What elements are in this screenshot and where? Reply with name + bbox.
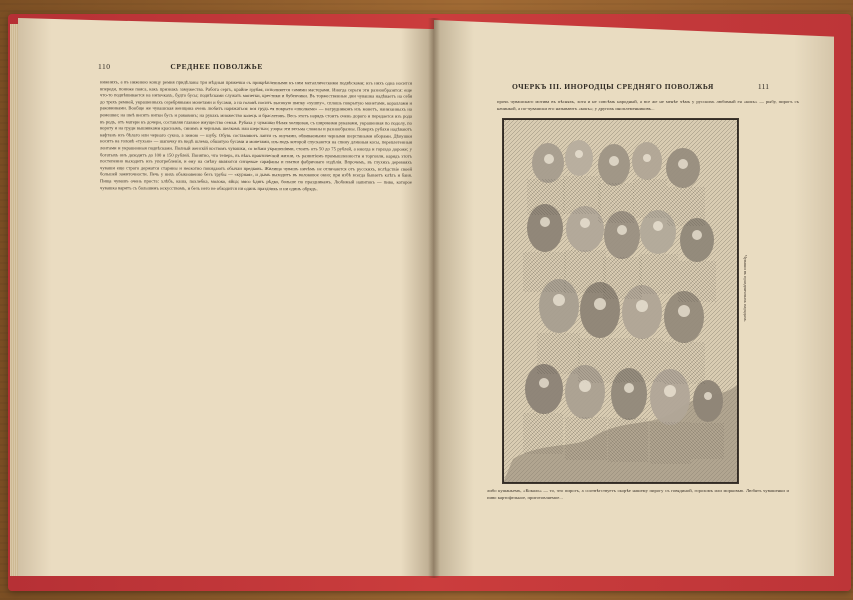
- engraving-image: [503, 119, 738, 483]
- left-running-head: СРЕДНЕЕ ПОВОЛЖЬЕ: [170, 62, 263, 71]
- illustration-caption: Чуваши въ праздничныхъ нарядахъ.: [743, 255, 748, 323]
- right-page-number: 111: [757, 82, 770, 91]
- right-page-header: [512, 82, 812, 91]
- left-page-number: 110: [98, 62, 111, 71]
- engraving-illustration: [502, 118, 739, 484]
- left-page-body-text: нижнихъ, а въ нижнюю концу ремня придѣланы три мѣдныя пряжечки съ прикрѣпленными къ ним металлическими подвѣсками; изъ нихъ одна носится впереди, пониже пояса, какъ признакъ замужества. Работа сергъ, крайне грубая, исполняется самими мастерами. Иногда серьги эти разнообразятся: еще что-то подвѣшивается на ниточкахъ, будто бусы; подвѣсками служатъ монетки, крестики и бубенчики. Въ торжественные дни чувашка надѣваетъ на себя до трехъ ремней, украшенныхъ серебряными монетами и бусами, а на головѣ носитъ высокую шапку «хушпу», сплошь покрытую монетами, кораллами и раковинками. Вообще же чувашская женщина очень любитъ наряжаться: вся грудь ея покрыта «шюлкеме» — нагрудникомъ изъ монетъ, нанизанныхъ на ремешки; на шеѣ висятъ нитки бусъ и раковинъ; на рукахъ множество колецъ и браслетовъ. Весь этотъ нарядъ стоитъ очень дорого и передается изъ рода въ родъ, отъ матери къ дочери, составляя главное имущество семьи. Рубаха у чувашки бѣлая холщовая, съ широкими рукавами, украшенная по подолу, по вороту и на груди вышивками краснымъ, синимъ и чернымъ шелкомъ или шерстью; узоры эти весьма сложны и разнообразны. Поверхъ рубахи надѣваютъ кафтанъ изъ бѣлаго или чернаго сукна, а зимою — шубу. Обувь составляютъ лапти съ онучами, обвиваемыми черными шерстяными оборами. Дѣвушки носятъ на головѣ «тухью» — шапочку въ видѣ шлема, обшитую бусами и монетами, изъ-подъ которой спускаются на спину длинныя косы, переплетенныя лентами и украшенныя подвѣсками. Полный женскій костюмъ чувашки, со всѣми украшеніями, стоитъ отъ 50 до 75 рублей, а иногда и гораздо дороже; у богатыхъ онъ доходитъ до 100 и 150 рублей. Понятно, что теперь, въ вѣкъ практической жизни, съ развитіемъ промышленности и торговли, нарядъ этотъ постепенно выходитъ изъ употребленія, и ему на смѣну являются ситцевые сарафаны и платки фабричнаго издѣлія. Впрочемъ, въ глухихъ деревняхъ чуваши еще строго держатся старины и неохотно покидаютъ обычаи предковъ. Жилища чувашъ ничѣмъ не отличаются отъ русскихъ, вслѣдствіе своей большей зажиточности. Печь у нихъ обыкновенно безъ трубы — «курная», и дымъ выходитъ въ волоковое окно; при избѣ всегда бываетъ клѣть и баня. Пища чувашъ очень проста: хлѣбъ, каша, похлебка, молоко, яйца; мясо ѣдятъ рѣдко, больше по праздникамъ. Любимый напитокъ — пиво, которое чувашка варитъ съ большимъ искусствомъ, и безъ него не обходится ни одинъ праздникъ и ни одинъ обрядъ.: [100, 79, 412, 191]
- right-page-top-text: прочь чувашскаго мотива въ пѣсняхъ, хотя и не совсѣмъ народный, а все же не менѣе чѣмъ у русскихъ любимый ея «кокъ» — рыбу, пирогъ съ начинкой, а по-чувашски его называютъ «кокъ»; у другихъ иноплеменниковъ...: [497, 99, 799, 111]
- right-page-bottom-text: либо кушаньемъ, «Кокаль» — то, что пирогъ, а соотвѣтствуетъ скорѣе нашему пирогу съ говядиной, горохомъ или морковью. Любятъ чувашенки и пиво картофельное, приготовляемое...: [487, 488, 789, 500]
- left-page-header: [98, 62, 418, 71]
- right-running-head: ОЧЕРКЪ III. ИНОРОДЦЫ СРЕДНЯГО ПОВОЛЖЬЯ: [512, 82, 714, 91]
